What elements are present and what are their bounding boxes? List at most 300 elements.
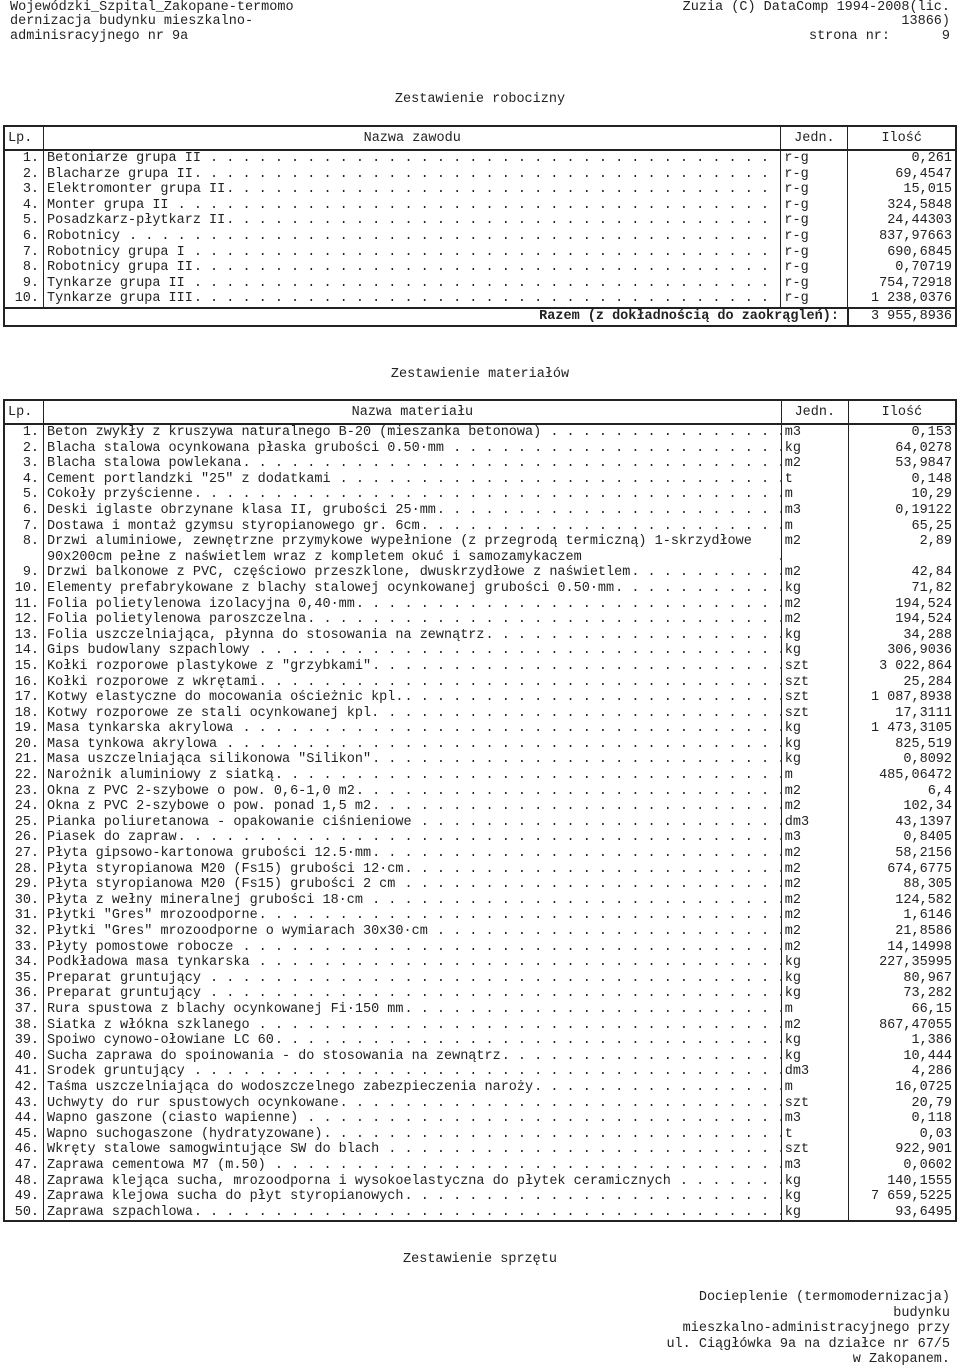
cell-name	[44, 675, 782, 691]
cell-unit: m2	[781, 534, 848, 565]
table-row	[4, 291, 956, 308]
cell-unit: r-g	[781, 229, 848, 245]
table-row	[4, 690, 956, 706]
cell-text: Płyta z wełny mineralnej grubości 18·cm	[47, 893, 366, 908]
table-row	[4, 597, 956, 613]
cell-unit: kg	[781, 721, 848, 737]
cell-unit: szt	[781, 1142, 848, 1158]
cell-name	[44, 291, 781, 308]
cell-name	[44, 519, 782, 535]
header-project-line-1: Wojewódzki_Szpital_Zakopane-termomo	[10, 0, 294, 15]
cell-text: Tynkarze grupa III	[47, 291, 196, 306]
header-project-line-2: dernizacja budynku mieszkalno-	[10, 14, 254, 29]
cell-name	[44, 472, 782, 488]
cell-lp: 7.	[4, 519, 44, 535]
cell-lp: 21.	[4, 752, 44, 768]
col-name: Nazwa materiału	[44, 400, 782, 424]
cell-name	[44, 503, 782, 519]
cell-text: Środek gruntujący	[47, 1064, 188, 1079]
header-software-line-2: 13866)	[901, 14, 950, 29]
cell-name	[44, 862, 782, 878]
cell-text: Wkręty stalowe samogwintujące SW do blach	[47, 1142, 382, 1157]
cell-unit: r-g	[781, 291, 848, 308]
cell-lp: 2.	[4, 167, 44, 183]
table-row	[4, 1189, 956, 1205]
cell-lp: 13.	[4, 628, 44, 644]
cell-qty: 14,14998	[848, 940, 956, 956]
cell-lp: 49.	[4, 1189, 44, 1205]
cell-text: Blacha stalowa ocynkowana płaska grubości 0.50·mm	[47, 441, 447, 456]
cell-name	[44, 628, 782, 644]
cell-qty: 66,15	[848, 1002, 956, 1018]
table-row	[4, 198, 956, 214]
table-row	[4, 986, 956, 1002]
cell-name	[44, 986, 782, 1002]
cell-name	[44, 1174, 782, 1190]
col-unit: Jedn.	[781, 126, 848, 150]
cell-qty: 0,153	[848, 424, 956, 441]
cell-name	[44, 799, 782, 815]
cell-text: Płyty pomostowe robocze	[47, 940, 236, 955]
cell-qty: 7 659,5225	[848, 1189, 956, 1205]
cell-unit: kg	[781, 1189, 848, 1205]
cell-name	[44, 1049, 782, 1065]
cell-lp: 46.	[4, 1142, 44, 1158]
cell-text: Robotnicy grupa I	[47, 245, 188, 260]
cell-qty: 58,2156	[848, 846, 956, 862]
cell-lp: 31.	[4, 908, 44, 924]
cell-text: Robotnicy grupa II	[47, 260, 196, 275]
cell-qty: 21,8586	[848, 924, 956, 940]
cell-unit: r-g	[781, 213, 848, 229]
cell-qty: 42,84	[848, 565, 956, 581]
cell-name	[44, 182, 781, 198]
cell-lp: 47.	[4, 1158, 44, 1174]
table-row	[4, 1033, 956, 1049]
cell-unit: r-g	[781, 276, 848, 292]
cell-text: Folia polietylenowa izolacyjna 0,40·mm	[47, 597, 358, 612]
cell-name	[44, 1205, 782, 1222]
cell-text: Monter grupa II	[47, 198, 172, 213]
cell-text: Sucha zaprawa do spoinowania - do stosowania na zewnątrz	[47, 1049, 504, 1064]
cell-name	[44, 940, 782, 956]
cell-name	[44, 1127, 782, 1143]
table-row	[4, 441, 956, 457]
cell-unit: m2	[781, 846, 848, 862]
table-row	[4, 737, 956, 753]
cell-lp: 24.	[4, 799, 44, 815]
cell-text: Siatka z włókna szklanego	[47, 1018, 253, 1033]
cell-name	[44, 150, 781, 167]
cell-name	[44, 846, 782, 862]
cell-unit: kg	[781, 986, 848, 1002]
table-row	[4, 519, 956, 535]
footer-line: budynku	[893, 1305, 950, 1321]
table-row	[4, 276, 956, 292]
cell-text: Masa tynkowa akrylowa	[47, 737, 220, 752]
table-row	[4, 830, 956, 846]
table-row	[4, 424, 956, 441]
cell-name	[44, 597, 782, 613]
cell-text: Zaprawa cementowa M7 (m.50)	[47, 1158, 269, 1173]
cell-lp: 16.	[4, 675, 44, 691]
cell-text: Kotwy elastyczne do mocowania ościeżnic kpl.	[47, 690, 406, 705]
cell-text: Wapno suchogaszone (hydratyzowane)	[47, 1127, 325, 1142]
cell-qty: 0,03	[848, 1127, 956, 1143]
cell-unit: m2	[781, 862, 848, 878]
table-row	[4, 1127, 956, 1143]
cell-qty: 53,9847	[848, 456, 956, 472]
cell-text: Kołki rozporowe z wkrętami	[47, 675, 261, 690]
table-row	[4, 1080, 956, 1096]
cell-text: Blacharze grupa II	[47, 167, 196, 182]
cell-unit: kg	[781, 441, 848, 457]
table-row	[4, 768, 956, 784]
cell-text: Spoiwo cynowo-ołowiane LC 60	[47, 1033, 277, 1048]
cell-unit: m2	[781, 565, 848, 581]
col-unit: Jedn.	[781, 400, 848, 424]
labor-title: Zestawienie robocizny	[394, 92, 566, 107]
cell-unit: m2	[781, 799, 848, 815]
cell-lp: 50.	[4, 1205, 44, 1222]
cell-text: Posadzkarz-płytkarz II	[47, 213, 228, 228]
cell-text: Płytki "Gres" mrozoodporne o wymiarach 30x30·cm	[47, 924, 431, 939]
cell-qty: 65,25	[848, 519, 956, 535]
cell-unit: r-g	[781, 198, 848, 214]
cell-text: Betoniarze grupa II	[47, 151, 204, 166]
cell-name	[44, 877, 782, 893]
cell-name	[44, 276, 781, 292]
cell-lp: 44.	[4, 1111, 44, 1127]
table-row	[4, 260, 956, 276]
cell-qty: 0,8092	[848, 752, 956, 768]
cell-qty: 690,6845	[848, 245, 956, 261]
cell-qty: 102,34	[848, 799, 956, 815]
cell-lp: 20.	[4, 737, 44, 753]
cell-lp: 41.	[4, 1064, 44, 1080]
cell-qty: 837,97663	[848, 229, 956, 245]
cell-text: Drzwi aluminiowe, zewnętrzne przymykowe wypełnione (z przegrodą termiczną) 1-skrzydłowe 90x200cm pełne z naświetlem wraz z kompletem okuć i samozamykaczem	[47, 534, 778, 565]
cell-name	[44, 565, 782, 581]
cell-qty: 0,118	[848, 1111, 956, 1127]
cell-unit: m2	[781, 1018, 848, 1034]
header-project-line-3: adminisracyjnego nr 9a	[10, 29, 189, 44]
table-row	[4, 659, 956, 675]
table-row	[4, 534, 956, 565]
cell-qty: 0,148	[848, 472, 956, 488]
cell-lp: 26.	[4, 830, 44, 846]
cell-name	[44, 690, 782, 706]
cell-lp: 1.	[4, 424, 44, 441]
cell-lp: 1.	[4, 150, 44, 167]
cell-qty: 71,82	[848, 581, 956, 597]
cell-name	[44, 1002, 782, 1018]
cell-qty: 10,444	[848, 1049, 956, 1065]
cell-lp: 45.	[4, 1127, 44, 1143]
cell-text: Zaprawa klejąca sucha, mrozoodporna i wysokoelastyczna do płytek ceramicznych	[47, 1174, 674, 1189]
table-row	[4, 706, 956, 722]
table-row	[4, 893, 956, 909]
cell-unit: r-g	[781, 260, 848, 276]
cell-qty: 16,0725	[848, 1080, 956, 1096]
cell-lp: 9.	[4, 276, 44, 292]
cell-name	[44, 908, 782, 924]
cell-qty: 140,1555	[848, 1174, 956, 1190]
cell-text: Dostawa i montaż gzymsu styropianowego gr. 6cm	[47, 519, 423, 534]
cell-qty: 0,261	[848, 150, 956, 167]
table-row	[4, 503, 956, 519]
table-row	[4, 1111, 956, 1127]
cell-unit: m2	[781, 893, 848, 909]
cell-unit: szt	[781, 690, 848, 706]
cell-lp: 19.	[4, 721, 44, 737]
cell-unit: m2	[781, 456, 848, 472]
cell-name	[44, 659, 782, 675]
cell-unit: m2	[781, 612, 848, 628]
cell-qty: 88,305	[848, 877, 956, 893]
cell-name	[44, 1033, 782, 1049]
cell-unit: t	[781, 472, 848, 488]
table-row	[4, 565, 956, 581]
cell-lp: 30.	[4, 893, 44, 909]
table-row	[4, 213, 956, 229]
cell-unit: m3	[781, 830, 848, 846]
table-row	[4, 1205, 956, 1222]
cell-lp: 38.	[4, 1018, 44, 1034]
cell-unit: r-g	[781, 245, 848, 261]
cell-name	[44, 534, 782, 565]
cell-name	[44, 1158, 782, 1174]
cell-text: Preparat gruntujący	[47, 971, 204, 986]
cell-text: Podkładowa masa tynkarska	[47, 955, 253, 970]
cell-name	[44, 752, 782, 768]
cell-qty: 825,519	[848, 737, 956, 753]
cell-qty: 3 022,864	[848, 659, 956, 675]
cell-qty: 93,6495	[848, 1205, 956, 1222]
cell-name	[44, 1018, 782, 1034]
cell-lp: 11.	[4, 597, 44, 613]
cell-text: Elektromonter grupa II	[47, 182, 228, 197]
col-name: Nazwa zawodu	[44, 126, 781, 150]
table-row	[4, 1064, 956, 1080]
cell-text: Zaprawa klejowa sucha do płyt styropianowych	[47, 1189, 406, 1204]
cell-qty: 754,72918	[848, 276, 956, 292]
cell-name	[44, 260, 781, 276]
cell-lp: 2.	[4, 441, 44, 457]
cell-lp: 23.	[4, 784, 44, 800]
footer-line: Docieplenie (termomodernizacja)	[698, 1290, 950, 1305]
cell-name	[44, 784, 782, 800]
col-lp: Lp.	[4, 126, 44, 150]
col-qty: Ilość	[848, 126, 956, 150]
cell-lp: 25.	[4, 815, 44, 831]
cell-unit: szt	[781, 659, 848, 675]
table-row	[4, 643, 956, 659]
cell-qty: 194,524	[848, 597, 956, 613]
cell-text: Cement portlandzki "25" z dodatkami	[47, 472, 334, 487]
cell-text: Płyta styropianowa M20 (Fs15) grubości 2 cm	[47, 877, 398, 892]
cell-name	[44, 1064, 782, 1080]
cell-qty: 69,4547	[848, 167, 956, 183]
cell-qty: 1,6146	[848, 908, 956, 924]
table-row	[4, 628, 956, 644]
cell-qty: 674,6775	[848, 862, 956, 878]
cell-lp: 6.	[4, 229, 44, 245]
cell-text: Beton zwykły z kruszywa naturalnego B-20 (mieszanka betonowa)	[47, 425, 544, 440]
equipment-title: Zestawienie sprzętu	[403, 1252, 557, 1267]
cell-text: Elementy prefabrykowane z blachy stalowej ocynkowanej grubości 0.50·mm	[47, 581, 617, 596]
cell-qty: 4,286	[848, 1064, 956, 1080]
table-row	[4, 1158, 956, 1174]
cell-text: Cokoły przyścienne	[47, 487, 196, 502]
cell-text: Gips budowlany szpachlowy	[47, 643, 253, 658]
cell-lp: 8.	[4, 534, 44, 565]
cell-lp: 7.	[4, 245, 44, 261]
cell-unit: r-g	[781, 167, 848, 183]
cell-name	[44, 955, 782, 971]
cell-text: Masa uszczelniająca silikonowa "Silikon"	[47, 752, 374, 767]
cell-unit: m	[781, 1080, 848, 1096]
cell-unit: m2	[781, 908, 848, 924]
cell-text: Kołki rozporowe plastykowe z "grzybkami"	[47, 659, 374, 674]
cell-name	[44, 815, 782, 831]
table-row	[4, 456, 956, 472]
cell-lp: 35.	[4, 971, 44, 987]
cell-lp: 5.	[4, 213, 44, 229]
cell-unit: m	[781, 519, 848, 535]
labor-table	[3, 125, 957, 327]
cell-lp: 8.	[4, 260, 44, 276]
cell-name	[44, 643, 782, 659]
table-row	[4, 940, 956, 956]
cell-qty: 0,19122	[848, 503, 956, 519]
cell-unit: m2	[781, 877, 848, 893]
cell-name	[44, 1142, 782, 1158]
cell-lp: 27.	[4, 846, 44, 862]
cell-qty: 227,35995	[848, 955, 956, 971]
cell-name	[44, 1096, 782, 1112]
cell-text: Robotnicy	[47, 229, 123, 244]
cell-text: Płytki "Gres" mrozoodporne	[47, 908, 261, 923]
cell-lp: 18.	[4, 706, 44, 722]
cell-text: Płyta gipsowo-kartonowa grubości 12.5·mm	[47, 846, 374, 861]
table-row	[4, 1174, 956, 1190]
cell-unit: t	[781, 1127, 848, 1143]
table-row	[4, 675, 956, 691]
cell-unit: kg	[781, 737, 848, 753]
cell-qty: 194,524	[848, 612, 956, 628]
cell-qty: 15,015	[848, 182, 956, 198]
cell-lp: 33.	[4, 940, 44, 956]
cell-unit: kg	[781, 643, 848, 659]
cell-lp: 10.	[4, 581, 44, 597]
cell-qty: 20,79	[848, 1096, 956, 1112]
cell-unit: kg	[781, 1174, 848, 1190]
table-row	[4, 971, 956, 987]
table-row	[4, 229, 956, 245]
cell-qty: 306,9036	[848, 643, 956, 659]
col-lp: Lp.	[4, 400, 44, 424]
cell-name	[44, 830, 782, 846]
cell-lp: 5.	[4, 487, 44, 503]
cell-text: Folia polietylenowa paroszczelna	[47, 612, 309, 627]
cell-name	[44, 1111, 782, 1127]
cell-lp: 29.	[4, 877, 44, 893]
cell-unit: kg	[781, 752, 848, 768]
cell-text: Narożnik aluminiowy z siatką	[47, 768, 277, 783]
cell-name	[44, 721, 782, 737]
cell-text: Blacha stalowa powlekana	[47, 456, 244, 471]
table-row	[4, 1096, 956, 1112]
cell-text: Okna z PVC 2-szybowe o pow. ponad 1,5 m2	[47, 799, 374, 814]
cell-name	[44, 612, 782, 628]
cell-unit: m2	[781, 597, 848, 613]
cell-unit: szt	[781, 1096, 848, 1112]
table-row	[4, 1018, 956, 1034]
cell-lp: 3.	[4, 456, 44, 472]
table-row	[4, 955, 956, 971]
cell-lp: 39.	[4, 1033, 44, 1049]
cell-lp: 34.	[4, 955, 44, 971]
col-qty: Ilość	[848, 400, 956, 424]
table-row	[4, 924, 956, 940]
table-row	[4, 1049, 956, 1065]
cell-qty: 0,0602	[848, 1158, 956, 1174]
cell-qty: 1 238,0376	[848, 291, 956, 308]
cell-unit: dm3	[781, 815, 848, 831]
cell-lp: 32.	[4, 924, 44, 940]
table-row	[4, 167, 956, 183]
cell-qty: 34,288	[848, 628, 956, 644]
cell-qty: 2,89	[848, 534, 956, 565]
cell-qty: 73,282	[848, 986, 956, 1002]
cell-text: Drzwi balkonowe z PVC, częściowo przeszklone, dwuskrzydłowe z naświetlem	[47, 565, 633, 580]
cell-text: Kotwy rozporowe ze stali ocynkowanej kpl.	[47, 706, 382, 721]
cell-name	[44, 706, 782, 722]
cell-text: Rura spustowa z blachy ocynkowanej Fi·150 mm	[47, 1002, 406, 1017]
cell-qty: 17,3111	[848, 706, 956, 722]
cell-name	[44, 456, 782, 472]
cell-qty: 24,44303	[848, 213, 956, 229]
cell-qty: 0,8405	[848, 830, 956, 846]
cell-unit: kg	[781, 1049, 848, 1065]
cell-name	[44, 1080, 782, 1096]
cell-name	[44, 1189, 782, 1205]
table-row	[4, 752, 956, 768]
table-row	[4, 908, 956, 924]
cell-name	[44, 213, 781, 229]
table-row	[4, 245, 956, 261]
footer-line: ul. Ciągłówka 9a na działce nr 67/5	[666, 1336, 950, 1352]
footer-line: mieszkalno-administracyjnego przy	[682, 1321, 950, 1337]
cell-unit: m3	[781, 1111, 848, 1127]
table-row	[4, 1142, 956, 1158]
cell-text: Piasek do zapraw	[47, 830, 180, 845]
cell-qty: 124,582	[848, 893, 956, 909]
cell-unit: r-g	[781, 150, 848, 167]
cell-name	[44, 893, 782, 909]
cell-lp: 10.	[4, 291, 44, 308]
cell-lp: 6.	[4, 503, 44, 519]
cell-text: Tynkarze grupa II	[47, 276, 188, 291]
table-row	[4, 862, 956, 878]
cell-lp: 17.	[4, 690, 44, 706]
cell-qty: 10,29	[848, 487, 956, 503]
cell-qty: 324,5848	[848, 198, 956, 214]
table-row	[4, 472, 956, 488]
table-row	[4, 721, 956, 737]
cell-name	[44, 245, 781, 261]
